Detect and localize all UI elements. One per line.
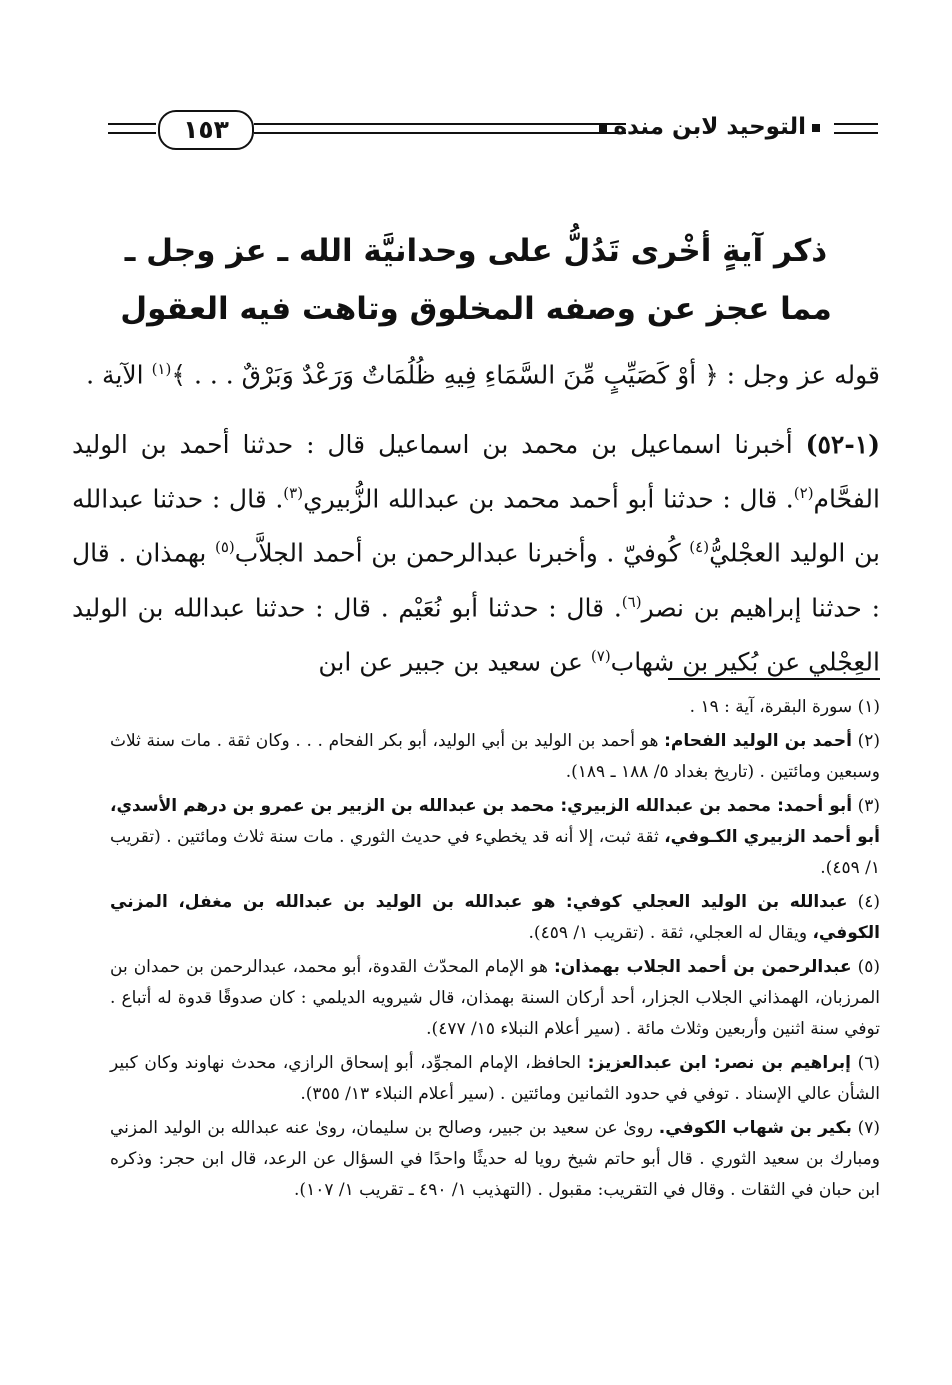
- footnote-item: [110, 1113, 880, 1206]
- bullet-icon: [812, 124, 820, 132]
- page-number: ١٥٣: [158, 110, 254, 150]
- footnote-item: [110, 692, 880, 723]
- footnote-number: (٤): [857, 892, 880, 912]
- paragraph-text: كُوفيّ . وأخبرنا عبدالرحمن بن أحمد الجلاَّب: [234, 538, 681, 568]
- footnote-item: [110, 1048, 880, 1110]
- footnote-ref: (٤): [689, 538, 710, 557]
- footnote-item: [110, 726, 880, 788]
- footnote-item: [110, 952, 880, 1045]
- footnote-text: هو الإمام المحدّث القدوة، أبو محمد، عبدالرحمن بن حمدان بن المرزبان، الهمذاني الجلاب الجزار، أحد أركان السنة بهمذان، قال شيرويه الديلمي : كان صدوقًا قدوة له أتباع . توفي سنة اثنين وأربعين وثلاث مائة . (سير أعلام النبلاء ١٥/ ٤٧٧).: [110, 957, 880, 1039]
- footnote-text: الحافظ، الإمام المجوِّد، أبو إسحاق الرازي، محدث نهاوند وكان كبير الشأن عالي الإسناد . توفي في حدود الثمانين ومائتين . (سير أعلام النبلاء ١٣/ ٣٥٥).: [110, 1053, 880, 1104]
- quran-verse-text: قوله عز وجل : ﴿ أوْ كَصَيِّبٍ مِّنَ السَّمَاءِ فِيهِ ظُلُمَاتٌ وَرَعْدٌ وَبَرْقٌ . . . ﴾: [171, 360, 880, 390]
- footnote-head: عبدالرحمن بن أحمد الجلاب بهمذان:: [553, 957, 852, 977]
- running-header: [108, 108, 878, 152]
- footnote-text: روىٰ عن سعيد بن جبير، وصالح بن سليمان، روىٰ عنه عبدالله بن الوليد المزني ومبارك بن سعيد الثوري . قال أبو حاتم شيخ رويا له حديثًا واحدًا في السؤال عن الرعد، قال ابن حجر: وذكره ابن حبان في الثقات . وقال في التقريب: مقبول . (التهذيب ١/ ٤٩٠ ـ تقريب ١/ ١٠٧).: [110, 1118, 880, 1200]
- footnote-item: [110, 791, 880, 884]
- footnote-ref: (١): [151, 360, 172, 378]
- footnote-text: ويقال له العجلي، ثقة . (تقريب ١/ ٤٥٩).: [528, 923, 808, 943]
- footnote-number: (٣): [857, 796, 880, 816]
- footnote-head: أحمد بن الوليد الفحام:: [664, 731, 852, 751]
- footnote-text: سورة البقرة، آية : ١٩ .: [689, 697, 853, 717]
- footnote-number: (٥): [857, 957, 881, 977]
- header-rule-middle-2: [254, 132, 626, 134]
- hadith-number: (١-٥٢): [805, 430, 880, 459]
- footnote-ref: (٧): [590, 646, 611, 665]
- paragraph-text: عن سعيد بن جبير عن ابن: [318, 647, 583, 677]
- running-title-text: التوحيد لابن منده: [613, 114, 806, 140]
- footnote-head: بكير بن شهاب الكوفي.: [658, 1118, 852, 1138]
- paragraph-text: . قال : حدثنا أبو نُعَيْم . قال : حدثنا عبدالله بن الوليد العِجْلي عن بُكير بن شهاب: [72, 592, 880, 677]
- header-rule-middle: [254, 123, 626, 125]
- paragraph-text: . قال : حدثنا عبدالله بن الوليد العجْليُّ: [72, 484, 880, 568]
- footnote-ref: (٣): [283, 484, 304, 502]
- footnote-ref: (٥): [215, 538, 235, 557]
- footnote-text: هو أحمد بن الوليد بن أبي الوليد، أبو بكر الفحام . . . وكان ثقة . مات سنة ثلاث وسبعين ومائتين . (تاريخ بغداد ٥/ ١٨٨ ـ ١٨٩).: [110, 731, 880, 782]
- footnote-number: (٧): [857, 1118, 881, 1138]
- footnotes: [110, 692, 880, 1209]
- quran-verse-line: [72, 360, 880, 389]
- footnote-number: (٦): [857, 1053, 881, 1073]
- paragraph-text: . قال : حدثنا أبو أحمد محمد بن عبدالله الزُّبيري: [303, 484, 794, 514]
- footnote-number: (٢): [857, 731, 880, 751]
- running-title: [593, 114, 826, 140]
- hadith-paragraph: [72, 420, 880, 686]
- header-rule-left-2: [108, 132, 156, 134]
- chapter-heading: [120, 222, 832, 338]
- paragraph-text: بهمذان . قال : حدثنا إبراهيم بن نصر: [72, 538, 880, 622]
- header-rule-right-2: [834, 132, 878, 134]
- footnote-text: ثقة ثبت، إلا أنه قد يخطيء في حديث الثوري . مات سنة ثلاث ومائتين . (تقريب ١/ ٤٥٩).: [110, 827, 880, 878]
- bullet-icon: [599, 124, 607, 132]
- paragraph-text: أخبرنا اسماعيل بن محمد بن اسماعيل قال : حدثنا أحمد بن الوليد الفحَّام: [72, 430, 880, 514]
- header-rule-right: [834, 123, 878, 125]
- quran-verse-tail: الآية .: [86, 360, 144, 390]
- header-rule-left: [108, 123, 156, 125]
- footnote-item: [110, 887, 880, 949]
- footnote-ref: (٦): [621, 592, 642, 611]
- footnote-head: عبدالله بن الوليد العجلي كوفي: هو عبدالله بن الوليد بن عبدالله بن مغفل، المزني الكوفي،: [110, 892, 880, 943]
- footnote-ref: (٢): [793, 484, 814, 502]
- footnote-head: إبراهيم بن نصر: ابن عبدالعزيز:: [587, 1053, 851, 1073]
- chapter-heading-line-1: ذكر آيةٍ أخْرى تَدُلُّ على وحدانيَّة الله ـ عز وجل ـ: [124, 233, 828, 269]
- footnote-head: أبو أحمد: محمد بن عبدالله الزبيري: محمد بن عبدالله بن الزبير بن عمرو بن درهم الأسدي، أبو أحمد الزبيري الكـوفي،: [110, 796, 880, 847]
- footnote-divider: [668, 678, 880, 680]
- chapter-heading-line-2: مما عجز عن وصفه المخلوق وتاهت فيه العقول: [120, 291, 832, 327]
- footnote-number: (١): [857, 697, 880, 717]
